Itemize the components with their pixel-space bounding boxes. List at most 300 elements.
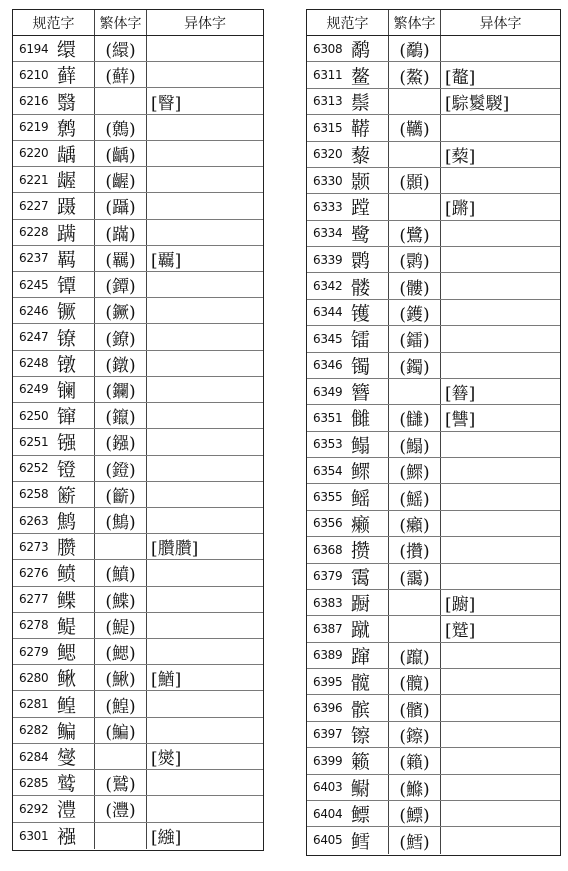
table-row [307, 801, 560, 827]
standard-cell [13, 324, 95, 349]
table-header [307, 10, 560, 36]
char-number: 6320 [313, 147, 343, 162]
table-row [307, 142, 560, 168]
table-row [307, 643, 560, 669]
variant-char [441, 247, 560, 272]
standard-cell [13, 377, 95, 402]
standard-cell [307, 748, 389, 773]
traditional-char: (髕) [389, 695, 441, 720]
traditional-char: (鷲) [95, 770, 147, 795]
variant-char: [躕] [445, 595, 476, 616]
traditional-char: (蘚) [95, 62, 147, 87]
standard-cell [13, 665, 95, 690]
variant-char [147, 691, 263, 716]
variant-char: [繈] [151, 828, 182, 849]
traditional-char [389, 379, 441, 404]
standard-char: 鹭 [351, 223, 371, 246]
standard-cell [13, 351, 95, 376]
header-standard-char: 规范字 [13, 10, 95, 35]
table-row [307, 194, 560, 220]
standard-char: 羁 [57, 248, 77, 271]
standard-cell [13, 718, 95, 743]
table-row [13, 744, 263, 770]
standard-cell [307, 801, 389, 826]
standard-cell [13, 193, 95, 218]
variant-char [441, 432, 560, 457]
char-number: 6330 [313, 173, 343, 188]
standard-cell [307, 194, 389, 219]
traditional-char: (鰥) [389, 458, 441, 483]
standard-char: 鹪 [57, 511, 77, 534]
variant-char [147, 639, 263, 664]
table-row [13, 351, 263, 377]
char-number: 6387 [313, 621, 343, 636]
standard-char: 癞 [351, 513, 371, 536]
variant-char [147, 770, 263, 795]
char-number: 6220 [19, 146, 49, 161]
traditional-char [389, 89, 441, 114]
char-number: 6351 [313, 410, 343, 425]
table-row [13, 823, 263, 849]
variant-char [441, 537, 560, 562]
standard-cell [13, 88, 95, 113]
standard-char: 龌 [57, 170, 77, 193]
standard-char: 襁 [57, 826, 77, 849]
traditional-char: (鰉) [95, 691, 147, 716]
traditional-char: (髖) [389, 669, 441, 694]
variant-char [147, 62, 263, 87]
standard-cell [13, 429, 95, 454]
traditional-char [389, 590, 441, 615]
table-row [307, 590, 560, 616]
char-number: 6219 [19, 120, 49, 135]
char-number: 6355 [313, 490, 343, 505]
char-number: 6344 [313, 305, 343, 320]
standard-cell [307, 221, 389, 246]
standard-cell [13, 587, 95, 612]
traditional-char [389, 194, 441, 219]
char-number: 6285 [19, 775, 49, 790]
variant-char [441, 564, 560, 589]
standard-cell [13, 560, 95, 585]
traditional-char: (蹣) [95, 220, 147, 245]
traditional-char: (鱝) [95, 560, 147, 585]
variant-char [147, 508, 263, 533]
standard-char: 镢 [57, 301, 77, 324]
char-number: 6284 [19, 749, 49, 764]
table-row [13, 403, 263, 429]
variant-char [147, 298, 263, 323]
char-number: 6248 [19, 356, 49, 371]
table-row [307, 775, 560, 801]
variant-char: [蹡] [445, 199, 476, 220]
header-variant-char: 异体字 [479, 15, 522, 32]
table-row [13, 193, 263, 219]
traditional-char: (鐔) [95, 272, 147, 297]
standard-cell [13, 482, 95, 507]
traditional-char: (鹮) [389, 247, 441, 272]
table-row [307, 827, 560, 853]
standard-cell [307, 669, 389, 694]
variant-char [441, 801, 560, 826]
char-number: 6245 [19, 277, 49, 292]
char-number: 6383 [313, 595, 343, 610]
standard-char: 鹫 [57, 773, 77, 796]
standard-char: 鳀 [57, 615, 77, 638]
table-row [13, 36, 263, 62]
standard-cell [13, 246, 95, 271]
standard-char: 髅 [351, 276, 371, 299]
variant-char: [騌鬉騣] [445, 93, 510, 114]
table-row [307, 221, 560, 247]
variant-char [147, 796, 263, 821]
traditional-char [389, 616, 441, 641]
standard-cell [307, 537, 389, 562]
traditional-char: (鰨) [389, 432, 441, 457]
variant-char [147, 377, 263, 402]
variant-char [441, 115, 560, 140]
table-row [307, 353, 560, 379]
table-row [13, 88, 263, 114]
table-row [13, 482, 263, 508]
traditional-char: (鐙) [95, 456, 147, 481]
standard-cell [307, 432, 389, 457]
standard-char: 蹿 [351, 645, 371, 668]
table-row [13, 298, 263, 324]
table-row [13, 691, 263, 717]
char-number: 6263 [19, 513, 49, 528]
char-number: 6251 [19, 434, 49, 449]
traditional-char [95, 88, 147, 113]
table-row [13, 324, 263, 350]
standard-char: 鳌 [351, 65, 371, 88]
table-row [307, 247, 560, 273]
traditional-char: (鰩) [389, 484, 441, 509]
traditional-char: (籟) [389, 748, 441, 773]
standard-char: 镫 [57, 458, 77, 481]
table-row [307, 669, 560, 695]
traditional-char: (籪) [95, 482, 147, 507]
traditional-char: (鐝) [95, 298, 147, 323]
standard-cell [307, 89, 389, 114]
standard-cell [307, 458, 389, 483]
standard-char: 鳐 [351, 487, 371, 510]
table-row [13, 796, 263, 822]
char-number: 6334 [313, 226, 343, 241]
standard-char: 髌 [351, 698, 371, 721]
standard-char: 蹰 [351, 593, 371, 616]
traditional-char: (齷) [95, 167, 147, 192]
variant-char [147, 324, 263, 349]
table-row [307, 432, 560, 458]
variant-char [147, 272, 263, 297]
traditional-char: (髏) [389, 273, 441, 298]
standard-char: 攒 [351, 540, 371, 563]
table-row [13, 665, 263, 691]
table-row [13, 456, 263, 482]
char-number: 6342 [313, 279, 343, 294]
char-number: 6273 [19, 539, 49, 554]
standard-cell [307, 168, 389, 193]
standard-char: 鳏 [351, 461, 371, 484]
standard-char: 蹴 [351, 619, 371, 642]
traditional-char: (鑹) [95, 403, 147, 428]
char-number: 6313 [313, 94, 343, 109]
traditional-char [95, 823, 147, 849]
traditional-char: (鑔) [389, 722, 441, 747]
traditional-char: (靄) [389, 564, 441, 589]
traditional-char: (癩) [389, 511, 441, 536]
header-standard-char: 规范字 [307, 10, 389, 35]
variant-char: [蹵] [445, 621, 476, 642]
standard-char: 鳚 [351, 777, 371, 800]
traditional-char: (鐓) [95, 351, 147, 376]
standard-char: 髋 [351, 672, 371, 695]
variant-char [147, 351, 263, 376]
char-number: 6389 [313, 648, 343, 663]
standard-char: 藜 [351, 144, 371, 167]
table-row [13, 62, 263, 88]
traditional-char [389, 142, 441, 167]
standard-char: 鳇 [57, 694, 77, 717]
table-row [307, 748, 560, 774]
table-row [307, 326, 560, 352]
char-number: 6345 [313, 331, 343, 346]
standard-cell [13, 613, 95, 638]
standard-char: 缳 [57, 39, 77, 62]
char-number: 6276 [19, 565, 49, 580]
table-row [307, 405, 560, 431]
traditional-char: (躡) [95, 193, 147, 218]
char-number: 6395 [313, 674, 343, 689]
char-number: 6379 [313, 569, 343, 584]
variant-char [441, 221, 560, 246]
variant-char: [覊] [151, 250, 182, 271]
standard-char: 蹚 [351, 197, 371, 220]
char-number: 6249 [19, 382, 49, 397]
standard-char: 镣 [57, 327, 77, 350]
table-row [307, 511, 560, 537]
traditional-char [95, 744, 147, 769]
char-number: 6282 [19, 723, 49, 738]
standard-char: 镦 [57, 353, 77, 376]
standard-cell [307, 775, 389, 800]
char-number: 6404 [313, 806, 343, 821]
char-number: 6333 [313, 199, 343, 214]
table-row [307, 168, 560, 194]
traditional-char: (韉) [389, 115, 441, 140]
variant-char: [讐] [445, 410, 476, 431]
variant-char [147, 36, 263, 61]
standard-cell [307, 564, 389, 589]
char-number: 6281 [19, 697, 49, 712]
standard-cell [13, 298, 95, 323]
variant-char [441, 458, 560, 483]
standard-char: 雠 [351, 408, 371, 431]
header-traditional-char: 繁体字 [389, 10, 441, 35]
traditional-char: (鐳) [389, 326, 441, 351]
char-number: 6301 [19, 828, 49, 843]
char-number: 6258 [19, 487, 49, 502]
standard-cell [307, 643, 389, 668]
standard-char: 鳕 [351, 830, 371, 853]
variant-char [441, 827, 560, 853]
table-row [307, 695, 560, 721]
standard-char: 鹩 [57, 117, 77, 140]
standard-char: 鹬 [351, 39, 371, 62]
table-row [307, 89, 560, 115]
variant-char [441, 695, 560, 720]
variant-char [441, 273, 560, 298]
standard-char: 镬 [351, 302, 371, 325]
standard-cell [307, 142, 389, 167]
standard-char: 鲽 [57, 589, 77, 612]
variant-char [147, 167, 263, 192]
variant-char [147, 193, 263, 218]
traditional-char: (鱈) [389, 827, 441, 853]
char-number: 6280 [19, 670, 49, 685]
standard-cell [307, 353, 389, 378]
standard-cell [307, 326, 389, 351]
variant-char: [鰌] [151, 670, 182, 691]
char-number: 6353 [313, 437, 343, 452]
standard-cell [13, 770, 95, 795]
variant-char [441, 168, 560, 193]
standard-char: 簖 [57, 484, 77, 507]
variant-char [147, 482, 263, 507]
standard-cell [307, 379, 389, 404]
standard-cell [307, 300, 389, 325]
standard-char: 澧 [57, 799, 77, 822]
standard-cell [307, 590, 389, 615]
standard-cell [13, 823, 95, 849]
variant-char [147, 456, 263, 481]
standard-char: 鹮 [351, 250, 371, 273]
traditional-char: (鑊) [389, 300, 441, 325]
traditional-char: (鷺) [389, 221, 441, 246]
standard-cell [307, 616, 389, 641]
traditional-char: (鐐) [95, 324, 147, 349]
char-number: 6227 [19, 198, 49, 213]
standard-char: 燮 [57, 747, 77, 770]
table-row [307, 62, 560, 88]
standard-cell [13, 167, 95, 192]
table-row [13, 613, 263, 639]
variant-char [147, 115, 263, 140]
standard-char: 镧 [57, 379, 77, 402]
table-row [13, 220, 263, 246]
char-number: 6292 [19, 801, 49, 816]
standard-cell [13, 691, 95, 716]
table-row [13, 115, 263, 141]
char-number: 6356 [313, 516, 343, 531]
standard-cell [13, 403, 95, 428]
header-traditional-char: 繁体字 [95, 10, 147, 35]
variant-char [147, 587, 263, 612]
table-row [13, 246, 263, 272]
standard-cell [307, 511, 389, 536]
standard-cell [307, 36, 389, 61]
char-number: 6368 [313, 542, 343, 557]
traditional-char: (攢) [389, 537, 441, 562]
variant-char: [瞖] [151, 93, 182, 114]
table-row [13, 587, 263, 613]
standard-cell [13, 456, 95, 481]
standard-char: 颢 [351, 171, 371, 194]
traditional-char: (躥) [389, 643, 441, 668]
standard-char: 镪 [57, 432, 77, 455]
standard-cell [13, 744, 95, 769]
table-row [13, 639, 263, 665]
variant-char: [簮] [445, 384, 476, 405]
variant-char [441, 669, 560, 694]
char-number: 6194 [19, 41, 49, 56]
traditional-char: (鷸) [389, 36, 441, 61]
char-number: 6346 [313, 358, 343, 373]
standard-cell [307, 695, 389, 720]
variant-char [147, 220, 263, 245]
variant-char [441, 643, 560, 668]
table-row [307, 379, 560, 405]
char-number: 6349 [313, 384, 343, 399]
traditional-char: (鏹) [95, 429, 147, 454]
standard-char: 鳔 [351, 804, 371, 827]
standard-cell [13, 639, 95, 664]
char-number: 6247 [19, 330, 49, 345]
table-row [307, 273, 560, 299]
variant-char [441, 484, 560, 509]
standard-char: 鳊 [57, 720, 77, 743]
traditional-char: (鰷) [389, 775, 441, 800]
traditional-char: (鐲) [389, 353, 441, 378]
traditional-char: (灃) [95, 796, 147, 821]
standard-char: 鳎 [351, 434, 371, 457]
standard-char: 镡 [57, 275, 77, 298]
standard-cell [13, 141, 95, 166]
table-row [307, 537, 560, 563]
table-row [13, 534, 263, 560]
standard-cell [307, 827, 389, 853]
traditional-char: (羈) [95, 246, 147, 271]
traditional-char: (鷦) [95, 508, 147, 533]
table-row [13, 718, 263, 744]
table-row [13, 508, 263, 534]
traditional-char: (鰈) [95, 587, 147, 612]
traditional-char: (鰓) [95, 639, 147, 664]
table-row [13, 429, 263, 455]
standard-char: 蹒 [57, 222, 77, 245]
standard-cell [13, 115, 95, 140]
traditional-char [95, 534, 147, 559]
char-number: 6252 [19, 461, 49, 476]
variant-char [441, 775, 560, 800]
table-row [13, 560, 263, 586]
variant-char: [爕] [151, 749, 182, 770]
table-row [13, 770, 263, 796]
char-number: 6315 [313, 120, 343, 135]
variant-char [147, 429, 263, 454]
standard-cell [13, 272, 95, 297]
table-header [13, 10, 263, 36]
variant-char [441, 511, 560, 536]
table-row [307, 564, 560, 590]
table-row [307, 458, 560, 484]
standard-char: 藓 [57, 65, 77, 88]
traditional-char: (顥) [389, 168, 441, 193]
standard-char: 镭 [351, 329, 371, 352]
char-number: 6221 [19, 172, 49, 187]
standard-char: 鞯 [351, 118, 371, 141]
